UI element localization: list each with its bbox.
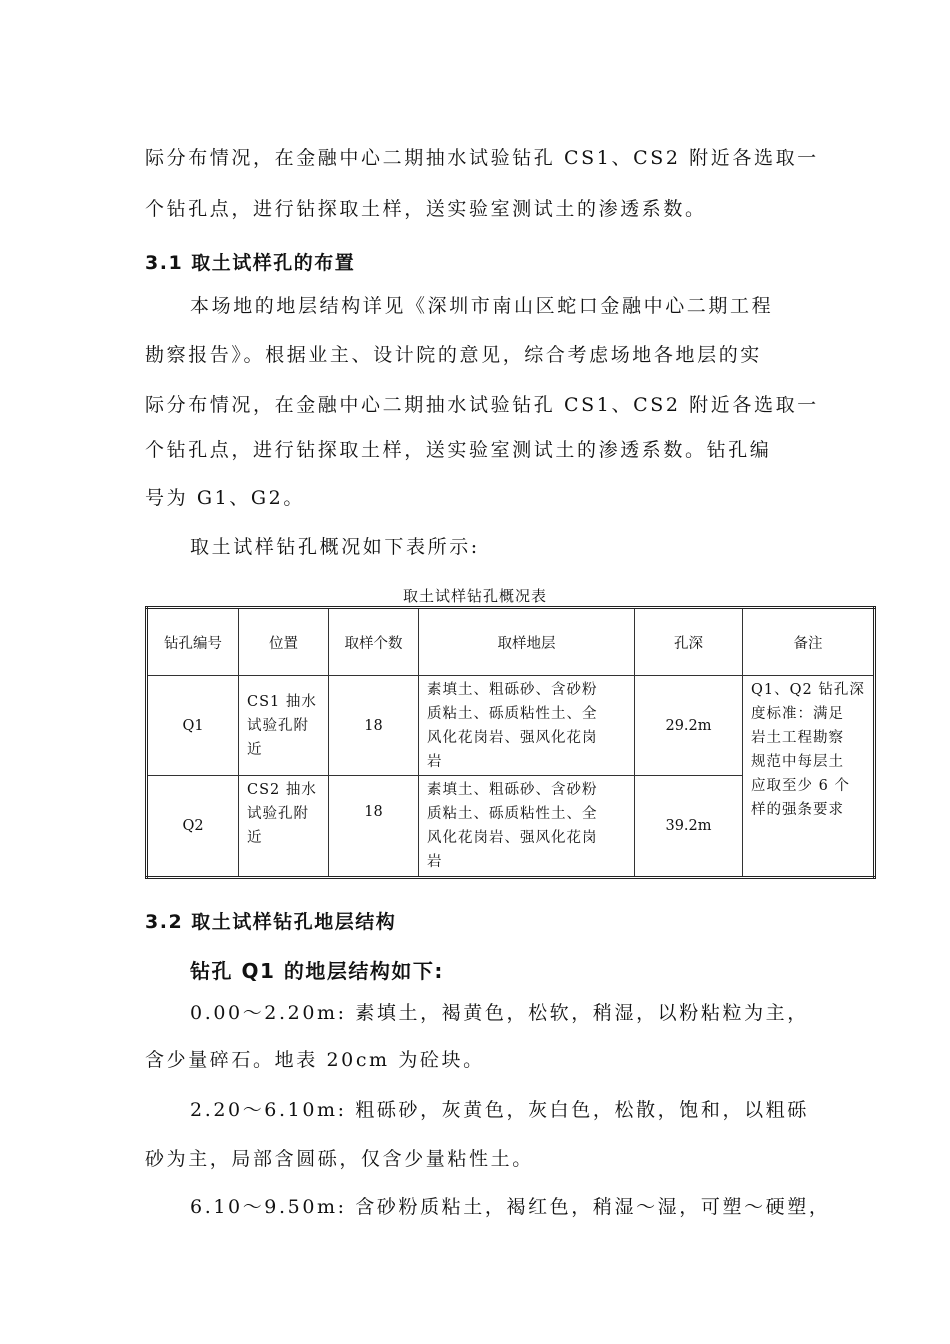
remark-line: 应取至少 6 个	[751, 778, 850, 794]
location-cell	[239, 776, 329, 878]
remark-cell	[743, 676, 875, 878]
strata-line: 0.00～2.20m: 素填土，褐黄色，松软，稍湿，以粉粘粒为主，	[190, 1002, 809, 1024]
header-cell: 钻孔编号	[147, 608, 239, 676]
body-line: 勘察报告》。根据业主、设计院的意见，综合考虑场地各地层的实	[145, 344, 762, 366]
header-cell: 取样个数	[329, 608, 419, 676]
remark-line: 规范中每层土	[751, 754, 844, 770]
subsection-heading: 钻孔 Q1 的地层结构如下:	[190, 959, 444, 983]
layer-line: 质粘土、砾质粘性土、全	[427, 806, 598, 822]
strata-line: 6.10～9.50m: 含砂粉质粘土，褐红色，稍湿～湿，可塑～硬塑，	[190, 1196, 831, 1218]
location-line: 试验孔附	[247, 806, 309, 822]
layer-line: 素填土、粗砾砂、含砂粉	[427, 782, 598, 798]
table-intro: 取土试样钻孔概况如下表所示:	[190, 536, 480, 558]
location-line: 近	[247, 830, 263, 846]
header-cell: 取样地层	[419, 608, 635, 676]
layer-line: 质粘土、砾质粘性土、全	[427, 705, 598, 722]
layer-line: 风化花岗岩、强风化花岗	[427, 729, 598, 746]
sample-count: 18	[329, 776, 419, 878]
body-line: 号为 G1、G2。	[145, 487, 305, 509]
body-line: 际分布情况，在金融中心二期抽水试验钻孔 CS1、CS2 附近各选取一	[145, 394, 819, 416]
borehole-id: Q2	[147, 776, 239, 878]
body-line: 个钻孔点，进行钻探取土样，送实验室测试土的渗透系数。	[145, 198, 707, 220]
borehole-id: Q1	[147, 676, 239, 776]
location-line: 近	[247, 741, 263, 758]
table-row	[147, 676, 875, 776]
table-caption: 取土试样钻孔概况表	[402, 587, 547, 605]
layers-cell	[419, 676, 635, 776]
remark-line: 度标准：满足	[751, 706, 844, 722]
body-line: 个钻孔点，进行钻探取土样，送实验室测试土的渗透系数。钻孔编	[145, 439, 772, 461]
depth-cell: 39.2m	[635, 776, 743, 878]
body-line: 际分布情况，在金融中心二期抽水试验钻孔 CS1、CS2 附近各选取一	[145, 147, 819, 169]
table-header-row	[147, 608, 875, 676]
sample-count: 18	[329, 676, 419, 776]
strata-line: 2.20～6.10m: 粗砾砂，灰黄色，灰白色，松散，饱和，以粗砾	[190, 1099, 809, 1121]
section-heading: 3.1 取土试样孔的布置	[145, 252, 356, 274]
remark-line: 岩土工程勘察	[751, 730, 844, 746]
strata-line: 含少量碎石。地表 20cm 为砼块。	[145, 1049, 485, 1071]
borehole-table	[145, 606, 876, 879]
location-line: CS1 抽水	[247, 693, 317, 710]
section-heading: 3.2 取土试样钻孔地层结构	[145, 911, 397, 933]
header-cell: 孔深	[635, 608, 743, 676]
depth-cell: 29.2m	[635, 676, 743, 776]
layer-line: 素填土、粗砾砂、含砂粉	[427, 681, 598, 698]
layer-line: 岩	[427, 854, 443, 870]
layer-line: 风化花岗岩、强风化花岗	[427, 830, 598, 846]
body-line: 本场地的地层结构详见《深圳市南山区蛇口金融中心二期工程	[190, 295, 774, 317]
layer-line: 岩	[427, 753, 443, 770]
strata-line: 砂为主，局部含圆砾，仅含少量粘性土。	[145, 1148, 534, 1170]
location-cell	[239, 676, 329, 776]
location-line: CS2 抽水	[247, 782, 317, 798]
layers-cell	[419, 776, 635, 878]
location-line: 试验孔附	[247, 717, 309, 734]
remark-line: 样的强条要求	[751, 802, 844, 818]
header-cell: 位置	[239, 608, 329, 676]
header-cell: 备注	[743, 608, 875, 676]
remark-line: Q1、Q2 钻孔深	[751, 682, 865, 698]
